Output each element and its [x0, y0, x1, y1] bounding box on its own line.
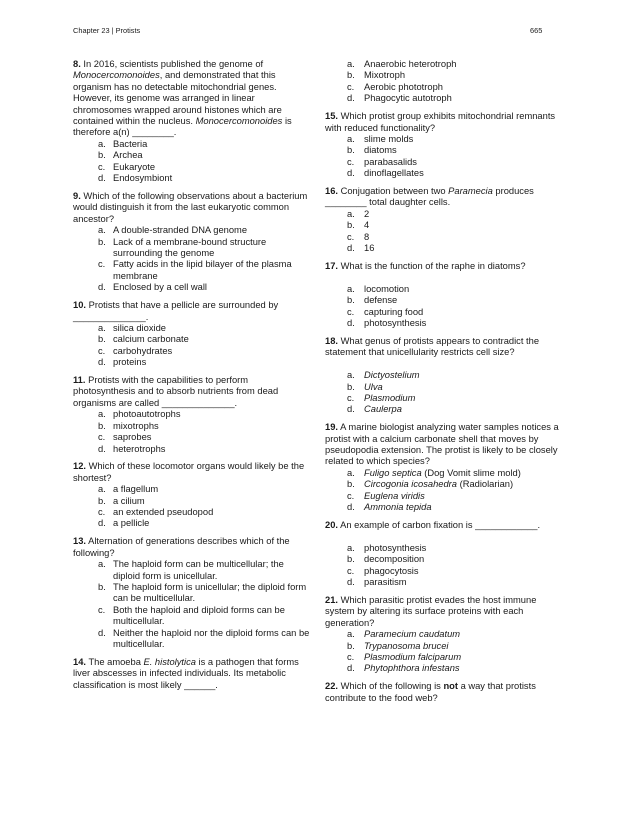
question-stem: 16. Conjugation between two Paramecia produces ________ total daughter cells.	[325, 186, 534, 208]
answer-option	[73, 173, 311, 184]
option-letter: a.	[98, 484, 106, 495]
option-letter: c.	[347, 392, 355, 403]
answer-option	[325, 82, 565, 93]
option-letter: c.	[347, 156, 355, 167]
option-text: dinoflagellates	[364, 168, 424, 179]
answer-options	[73, 409, 311, 455]
question	[73, 536, 311, 650]
option-letter: a.	[98, 138, 106, 149]
question	[325, 261, 565, 329]
left-column	[73, 59, 311, 698]
option-text: Mixotroph	[364, 70, 406, 81]
question-number: 14.	[73, 656, 86, 667]
answer-option	[325, 209, 565, 220]
option-text: Both the haploid and diploid forms can be multicellular.	[113, 604, 285, 627]
answer-option	[73, 518, 311, 529]
option-text	[364, 663, 460, 673]
answer-option	[325, 134, 565, 145]
option-letter: a.	[98, 409, 106, 420]
answer-options	[325, 629, 565, 675]
answer-option	[73, 582, 311, 605]
question-number: 21.	[325, 594, 338, 605]
option-letter: a.	[98, 559, 106, 570]
question-stem: 20. An example of carbon fixation is ____________.	[325, 520, 541, 530]
question	[325, 422, 565, 513]
question-number: 12.	[73, 461, 86, 472]
option-text: Lack of a membrane-bound structure surrounding the genome	[113, 236, 267, 258]
option-text: decomposition	[364, 554, 425, 565]
option-text	[364, 502, 432, 512]
question-stem: 10. Protists that have a pellicle are surrounded by ______________.	[73, 300, 279, 322]
option-text: an extended pseudopod	[113, 507, 214, 518]
option-text: saprobes	[113, 432, 152, 443]
option-letter: a.	[98, 322, 106, 333]
option-text: phagocytosis	[364, 565, 419, 576]
answer-options	[325, 209, 565, 255]
answer-option	[325, 554, 565, 565]
answer-option	[325, 663, 565, 674]
option-letter: c.	[347, 565, 355, 576]
option-letter: b.	[98, 334, 106, 345]
italic-term: Phytophthora infestans	[364, 663, 460, 674]
option-letter: b.	[347, 145, 355, 156]
option-letter: d.	[347, 577, 355, 588]
option-text: 16	[364, 243, 375, 254]
answer-option	[325, 232, 565, 243]
answer-option	[73, 346, 311, 357]
option-text: a cilium	[113, 495, 145, 506]
option-text: mixotrophs	[113, 420, 159, 431]
answer-option	[325, 479, 565, 490]
option-letter: b.	[347, 554, 355, 565]
option-letter: c.	[98, 432, 106, 443]
italic-term: Paramecia	[448, 186, 493, 197]
answer-options	[325, 134, 565, 180]
option-letter: d.	[98, 357, 106, 368]
option-letter: a.	[98, 225, 106, 236]
option-text	[364, 404, 402, 414]
option-text: Archea	[113, 150, 143, 161]
option-text: defense	[364, 295, 398, 306]
option-letter: b.	[98, 581, 106, 592]
answer-option	[73, 421, 311, 432]
option-letter: c.	[98, 507, 106, 518]
question-number: 16.	[325, 186, 338, 197]
option-letter: d.	[98, 627, 106, 638]
question	[325, 520, 565, 588]
italic-term: E. histolytica	[143, 656, 196, 667]
answer-option	[325, 641, 565, 652]
answer-option	[73, 444, 311, 455]
option-text: Fuligo septica (Dog Vomit slime mold)	[364, 467, 521, 478]
answer-option	[325, 93, 565, 104]
answer-option	[325, 220, 565, 231]
option-text	[364, 393, 415, 403]
option-letter: c.	[347, 651, 355, 662]
option-text: photosynthesis	[364, 542, 427, 553]
option-text: parabasalids	[364, 156, 417, 167]
question	[73, 657, 311, 691]
option-letter: b.	[98, 236, 106, 247]
question	[73, 300, 311, 368]
question	[325, 595, 565, 675]
answer-option	[73, 484, 311, 495]
question	[73, 191, 311, 294]
italic-term: Monocercomonoides	[195, 116, 283, 127]
option-letter: a.	[347, 283, 355, 294]
answer-option	[73, 282, 311, 293]
option-letter: b.	[347, 295, 355, 306]
answer-options	[325, 468, 565, 514]
answer-options	[325, 370, 565, 416]
answer-option	[73, 559, 311, 582]
question-stem: 17. What is the function of the raphe in diatoms?	[325, 261, 526, 271]
question-number: 10.	[73, 300, 86, 311]
option-letter: d.	[347, 318, 355, 329]
option-text: Fatty acids in the lipid bilayer of the plasma membrane	[113, 259, 292, 281]
question	[325, 681, 565, 704]
answer-option	[325, 157, 565, 168]
option-letter: d.	[347, 93, 355, 104]
question-number: 22.	[325, 681, 338, 692]
option-letter: d.	[347, 168, 355, 179]
question	[73, 375, 311, 455]
answer-options	[73, 323, 311, 369]
option-text	[364, 382, 383, 392]
answer-option	[73, 323, 311, 334]
answer-spacer	[325, 531, 565, 542]
question	[325, 59, 565, 105]
question-stem: 21. Which parasitic protist evades the host immune system by altering its surface proteins with each generation?	[325, 594, 537, 628]
question-number: 13.	[73, 536, 86, 547]
option-letter: d.	[98, 282, 106, 293]
italic-term: Fuligo septica	[364, 467, 422, 478]
answer-option	[325, 70, 565, 81]
answer-option	[325, 629, 565, 640]
question-stem: 19. A marine biologist analyzing water samples notices a protist with a calcium carbonate shell that moves by pseudopodia extension. The protist is likely to be closely related to which species?	[325, 422, 559, 467]
option-text: Phagocytic autotroph	[364, 93, 452, 104]
answer-option	[325, 145, 565, 156]
option-text: a pellicle	[113, 518, 150, 529]
page-number: 665	[530, 26, 543, 35]
right-column	[325, 59, 565, 711]
option-text	[364, 641, 448, 651]
option-text: Anaerobic heterotroph	[364, 59, 457, 69]
option-letter: c.	[347, 306, 355, 317]
option-text	[364, 370, 420, 380]
italic-term: Plasmodium	[364, 392, 416, 403]
answer-option	[73, 334, 311, 345]
option-text: Eukaryote	[113, 161, 156, 172]
option-text: Bacteria	[113, 138, 148, 149]
italic-term: Ammonia tepida	[364, 502, 432, 513]
option-text	[364, 491, 425, 501]
italic-term: Dictyostelium	[364, 370, 420, 381]
option-letter: a.	[347, 133, 355, 144]
option-text: Neither the haploid nor the diploid forms can be multicellular.	[113, 627, 310, 649]
answer-option	[325, 577, 565, 588]
option-text: calcium carbonate	[113, 334, 189, 345]
option-letter: c.	[98, 604, 106, 615]
answer-option	[325, 652, 565, 663]
option-text: Aerobic phototroph	[364, 81, 443, 92]
question-number: 11.	[73, 375, 86, 386]
answer-option	[73, 259, 311, 282]
question	[73, 59, 311, 184]
question	[73, 461, 311, 529]
option-letter: d.	[347, 243, 355, 254]
italic-term: Circogonia icosahedra	[364, 479, 457, 490]
question-stem: 8. In 2016, scientists published the genome of Monocercomonoides, and demonstrated that this organism has no detectable mitochondrial genes. However, its genome was arranged in linear chromosomes wrapped around histones which are contained within the nucleus. Monocercomonoides is therefore a(n) ________.	[73, 59, 292, 138]
option-letter: d.	[98, 443, 106, 454]
answer-option	[73, 432, 311, 443]
option-text: a flagellum	[113, 484, 159, 495]
answer-options	[325, 284, 565, 330]
question	[325, 336, 565, 416]
option-text	[364, 652, 461, 662]
option-letter: a.	[347, 370, 355, 381]
answer-options	[73, 559, 311, 650]
answer-option	[73, 628, 311, 651]
option-letter: b.	[347, 220, 355, 231]
question-number: 8.	[73, 59, 81, 69]
option-text: proteins	[113, 357, 147, 368]
italic-term: Ulva	[364, 381, 383, 392]
option-text: heterotrophs	[113, 443, 166, 454]
answer-option	[325, 502, 565, 513]
answer-spacer	[325, 359, 565, 370]
option-letter: c.	[347, 81, 355, 92]
option-letter: b.	[347, 640, 355, 651]
question-stem: 11. Protists with the capabilities to perform photosynthesis and to absorb nutrients from dead organisms are called ______________.	[73, 375, 279, 408]
italic-term: Paramecium caudatum	[364, 629, 461, 640]
option-letter: b.	[347, 479, 355, 490]
answer-option	[73, 605, 311, 628]
answer-option	[325, 491, 565, 502]
italic-term: Monocercomonoides	[73, 70, 160, 81]
option-text: 8	[364, 231, 370, 242]
option-letter: c.	[98, 161, 106, 172]
option-text: The haploid form is unicellular; the diploid form can be multicellular.	[113, 581, 307, 604]
question-number: 15.	[325, 111, 338, 122]
option-letter: a.	[347, 467, 355, 478]
italic-term: Caulerpa	[364, 404, 402, 415]
option-letter: d.	[98, 518, 106, 529]
answer-option	[325, 243, 565, 254]
answer-option	[325, 307, 565, 318]
answer-option	[325, 295, 565, 306]
answer-options	[325, 543, 565, 589]
question-number: 18.	[325, 335, 338, 346]
question-stem: 18. What genus of protists appears to contradict the statement that unicellularity restricts cell size?	[325, 335, 540, 358]
option-text: silica dioxide	[113, 322, 166, 333]
option-text: locomotion	[364, 283, 410, 294]
question-stem: 13. Alternation of generations describes which of the following?	[73, 536, 290, 558]
option-text: Endosymbiont	[113, 173, 173, 184]
answer-options	[73, 225, 311, 293]
option-text: Circogonia icosahedra (Radiolarian)	[364, 479, 514, 490]
option-letter: a.	[347, 208, 355, 219]
answer-option	[325, 543, 565, 554]
answer-option	[325, 59, 565, 70]
italic-term: Trypanosoma brucei	[364, 640, 449, 651]
bold-term: not	[443, 681, 458, 692]
answer-option	[325, 404, 565, 415]
option-text: The haploid form can be multicellular; the diploid form is unicellular.	[113, 559, 284, 581]
answer-option	[73, 357, 311, 368]
question	[325, 111, 565, 179]
question-stem: 14. The amoeba E. histolytica is a pathogen that forms liver abscesses in infected individuals. Its metabolic classification is most likely ______.	[73, 656, 299, 690]
option-text: photoautotrophs	[113, 409, 181, 420]
option-text: capturing food	[364, 306, 424, 317]
option-text: slime molds	[364, 133, 414, 144]
answer-option	[73, 409, 311, 420]
running-header-chapter: Chapter 23 | Protists	[73, 26, 141, 35]
option-letter: b.	[98, 150, 106, 161]
option-letter: d.	[98, 173, 106, 184]
answer-option	[325, 393, 565, 404]
answer-option	[325, 370, 565, 381]
answer-option	[325, 382, 565, 393]
question-number: 9.	[73, 190, 81, 201]
option-letter: b.	[347, 381, 355, 392]
option-letter: b.	[98, 495, 106, 506]
question-stem: 22. Which of the following is not a way that protists contribute to the food web?	[325, 681, 536, 703]
option-letter: a.	[347, 542, 355, 553]
answer-option	[73, 225, 311, 236]
option-text: parasitism	[364, 577, 407, 588]
question-number: 20.	[325, 520, 338, 530]
answer-option	[73, 139, 311, 150]
answer-option	[325, 284, 565, 295]
option-text: diatoms	[364, 145, 397, 156]
option-text: Enclosed by a cell wall	[113, 282, 208, 293]
answer-option	[73, 162, 311, 173]
option-letter: b.	[98, 420, 106, 431]
option-letter: a.	[347, 629, 355, 640]
question-number: 17.	[325, 261, 338, 271]
answer-option	[325, 566, 565, 577]
option-letter: c.	[347, 490, 355, 501]
option-letter: b.	[347, 70, 355, 81]
italic-term: Euglena viridis	[364, 490, 425, 501]
question-stem: 9. Which of the following observations about a bacterium would distinguish it from the last eukaryotic common ancestor?	[73, 190, 308, 224]
answer-option	[325, 318, 565, 329]
option-text: A double-stranded DNA genome	[113, 225, 248, 236]
answer-options	[73, 484, 311, 530]
option-text: photosynthesis	[364, 318, 427, 329]
option-text: carbohydrates	[113, 345, 173, 356]
answer-options	[325, 59, 565, 105]
question-number: 19.	[325, 422, 338, 433]
answer-options	[73, 139, 311, 185]
option-text	[364, 629, 460, 639]
option-letter: c.	[347, 231, 355, 242]
answer-option	[325, 468, 565, 479]
answer-option	[73, 507, 311, 518]
option-text: 4	[364, 220, 370, 231]
option-letter: d.	[347, 663, 355, 674]
answer-spacer	[325, 272, 565, 283]
question-stem: 12. Which of these locomotor organs would likely be the shortest?	[73, 461, 305, 483]
option-letter: d.	[347, 404, 355, 415]
option-text: 2	[364, 208, 370, 219]
answer-option	[73, 496, 311, 507]
answer-option	[73, 237, 311, 260]
option-letter: d.	[347, 502, 355, 513]
question-stem: 15. Which protist group exhibits mitochondrial remnants with reduced functionality?	[325, 111, 556, 133]
italic-term: Plasmodium falciparum	[364, 651, 462, 662]
option-letter: a.	[347, 59, 355, 69]
option-letter: c.	[98, 345, 106, 356]
option-letter: c.	[98, 259, 106, 270]
answer-option	[325, 168, 565, 179]
answer-option	[73, 150, 311, 161]
question	[325, 186, 565, 254]
